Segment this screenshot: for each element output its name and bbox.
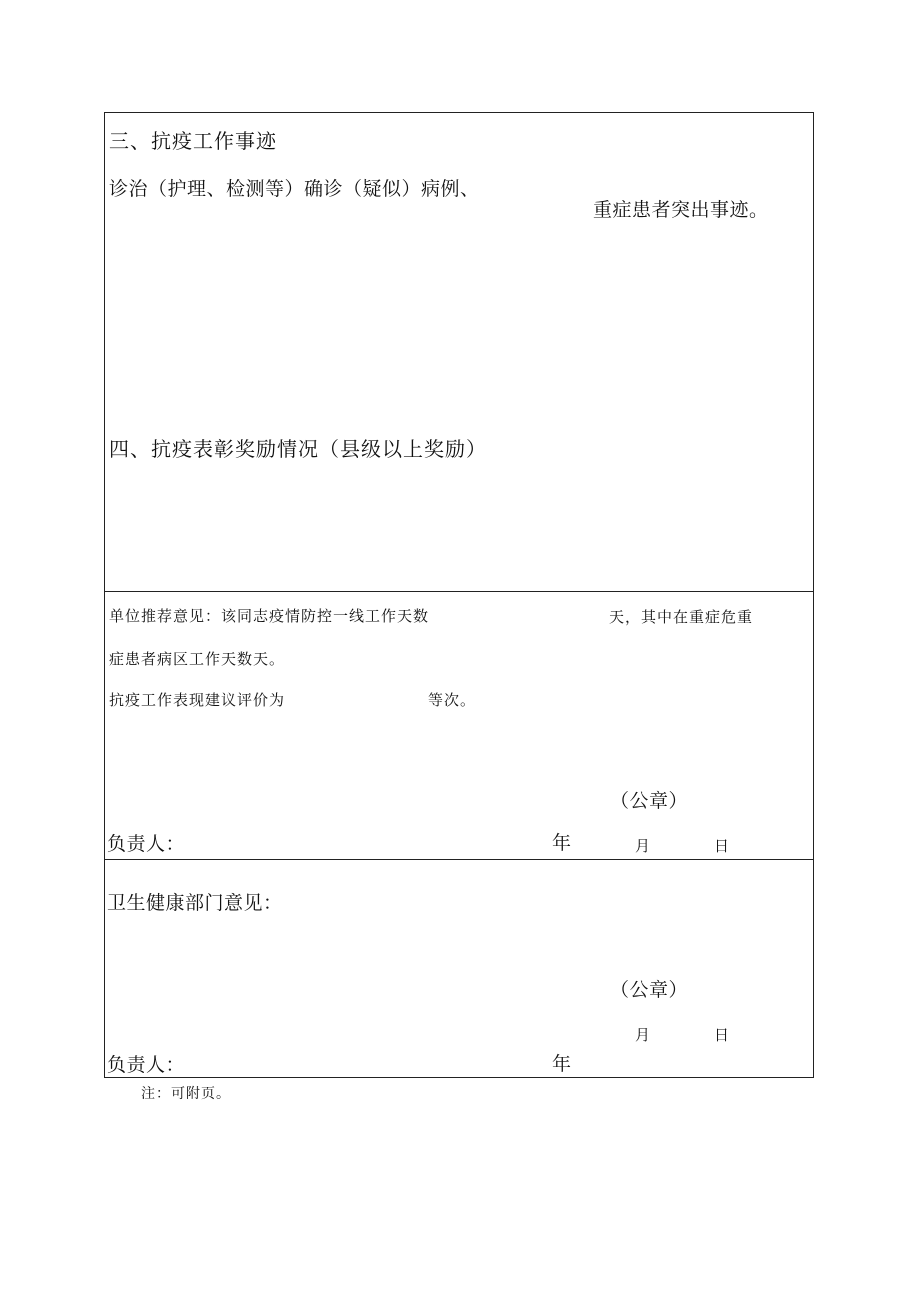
form-table <box>104 112 814 1078</box>
achievements-line-left: 诊治（护理、检测等）确诊（疑似）病例、 <box>109 178 480 200</box>
unit-recommendation-section <box>105 591 813 859</box>
footnote: 注：可附页。 <box>141 1086 231 1102</box>
unit-opinion-line2: 症患者病区工作天数天。 <box>109 650 286 668</box>
health-dept-month-label: 月 <box>635 1026 652 1044</box>
health-dept-section <box>105 859 813 1078</box>
unit-month-label: 月 <box>635 837 652 855</box>
achievements-section <box>105 113 813 591</box>
health-dept-heading: 卫生健康部门意见： <box>107 892 283 914</box>
unit-year-label: 年 <box>552 832 572 854</box>
health-dept-day-label: 日 <box>714 1026 731 1044</box>
evaluation-label: 抗疫工作表现建议评价为 <box>109 691 286 709</box>
unit-opinion-line1-right: 天，其中在重症危重 <box>609 608 754 626</box>
health-dept-seal-label: （公章） <box>610 979 689 1001</box>
achievements-heading: 三、抗疫工作事迹 <box>109 129 277 153</box>
unit-seal-label: （公章） <box>610 790 689 812</box>
unit-opinion-line1-left: 单位推荐意见：该同志疫情防控一线工作天数 <box>109 607 430 625</box>
unit-day-label: 日 <box>714 837 731 855</box>
achievements-line-right: 重症患者突出事迹。 <box>593 199 769 221</box>
health-dept-signer-label: 负责人： <box>107 1054 186 1076</box>
evaluation-suffix: 等次。 <box>428 691 477 709</box>
unit-signer-label: 负责人： <box>107 833 186 855</box>
health-dept-year-label: 年 <box>552 1053 572 1075</box>
awards-heading: 四、抗疫表彰奖励情况（县级以上奖励） <box>109 437 487 461</box>
